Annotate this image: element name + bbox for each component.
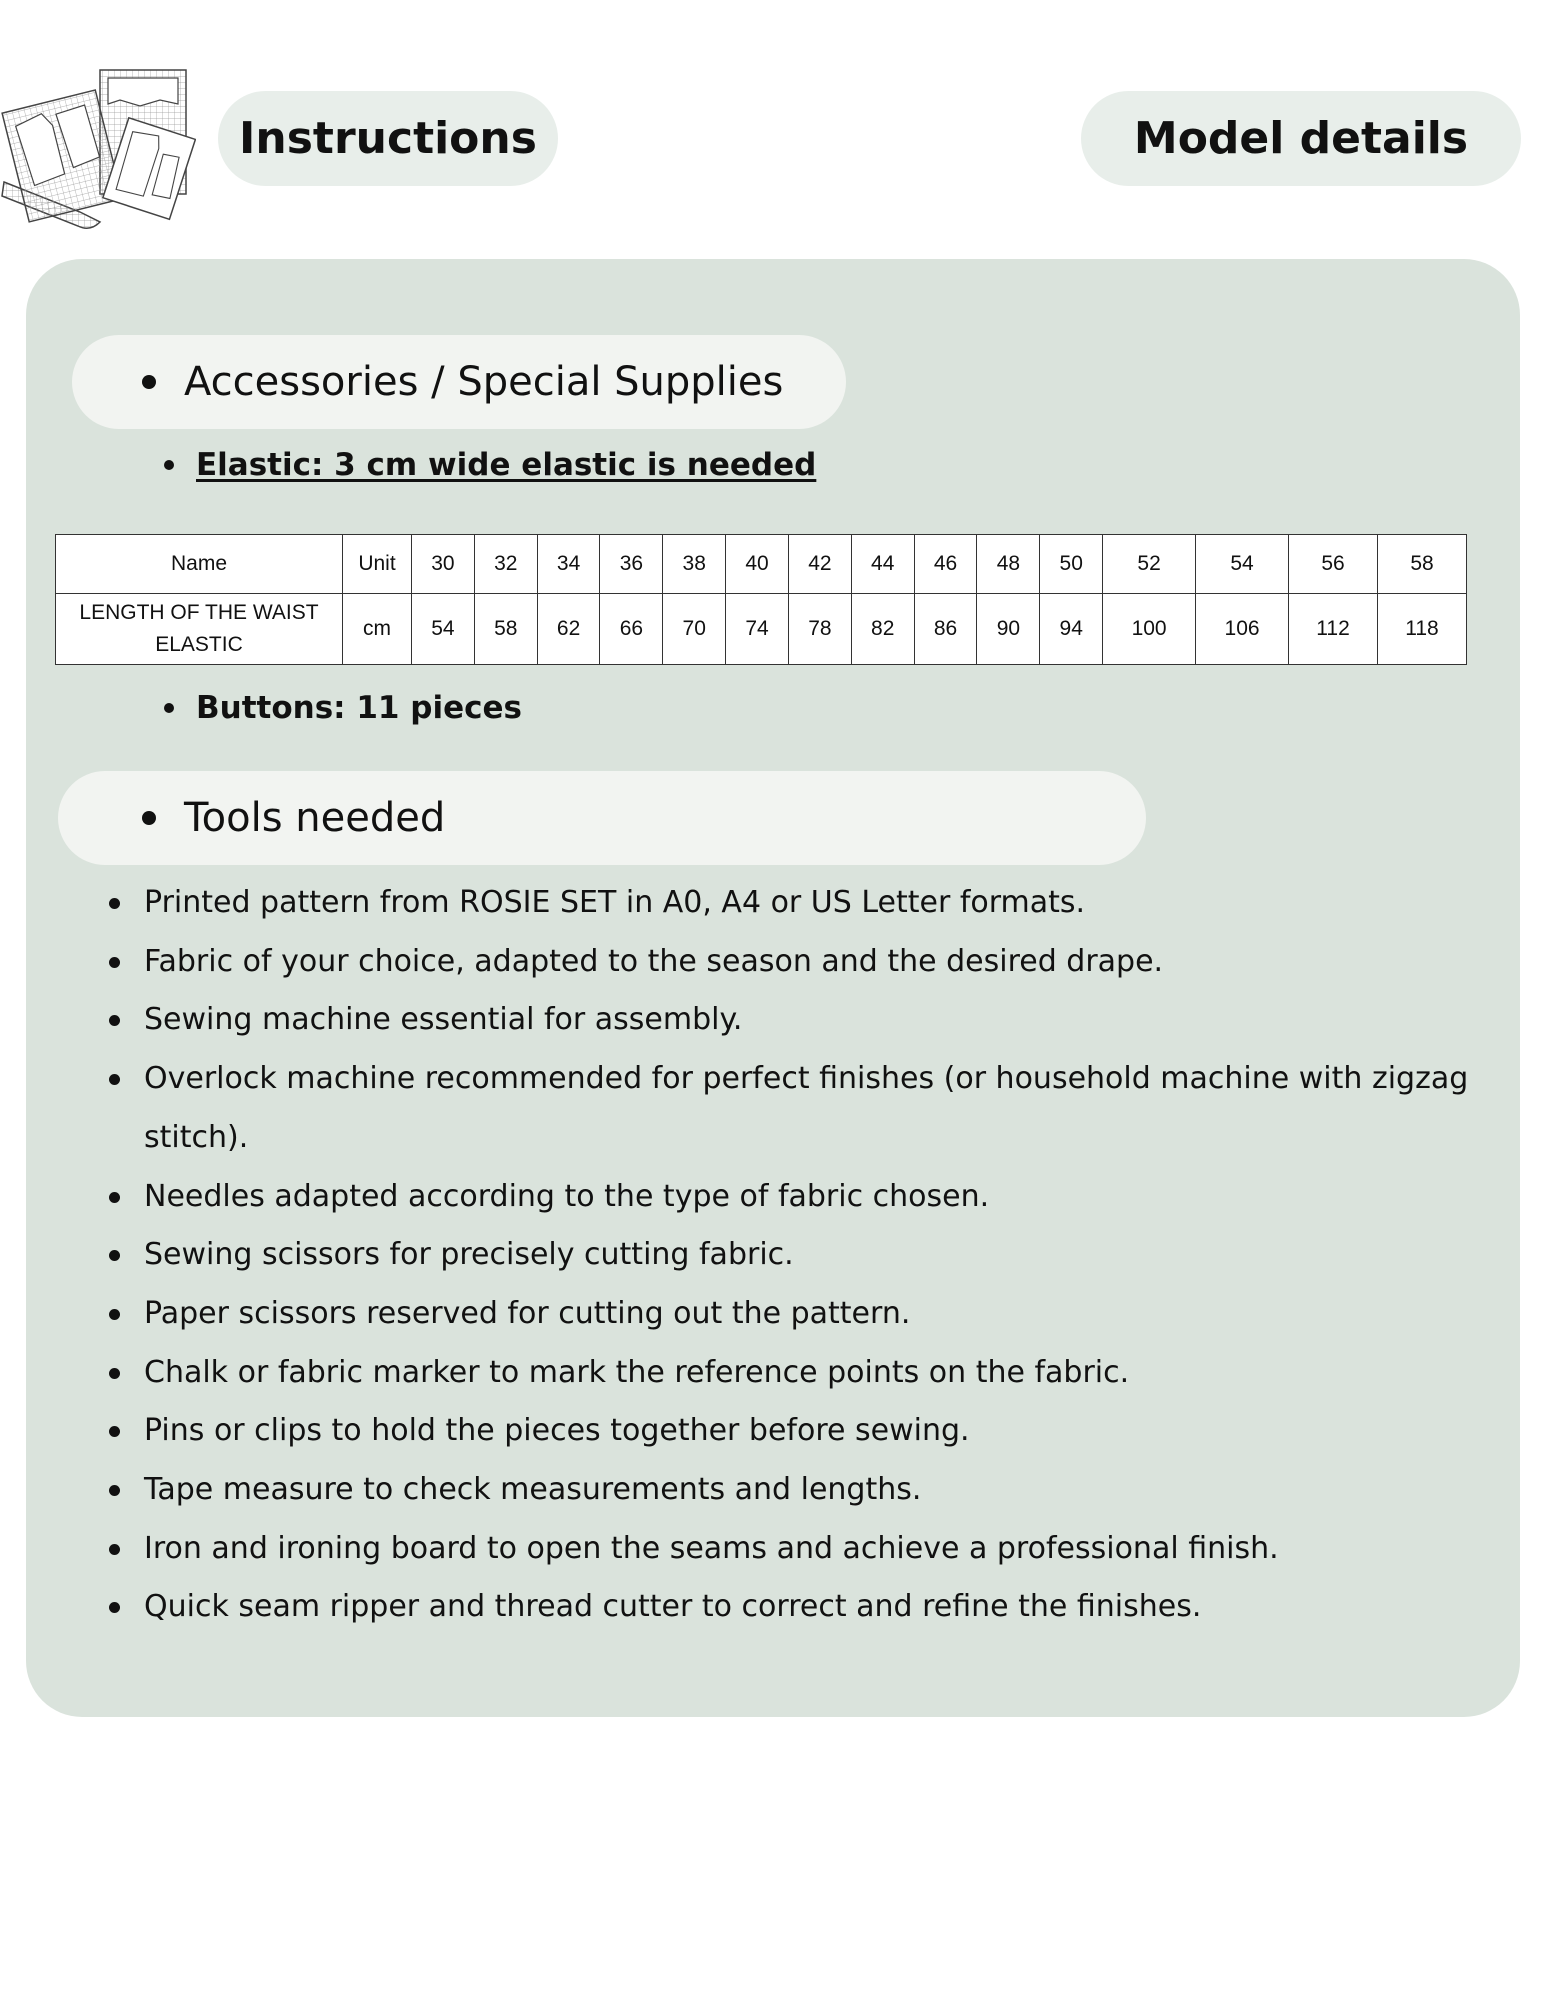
pattern-sheets-logo (0, 64, 196, 232)
unit-header: Unit (343, 535, 412, 594)
table-cell: 100 (1103, 594, 1196, 665)
size-header: 46 (914, 535, 977, 594)
table-cell: 62 (537, 594, 600, 665)
size-header: 30 (412, 535, 475, 594)
list-item: Fabric of your choice, adapted to the season and the desired drape. (102, 933, 1482, 992)
list-item: Needles adapted according to the type of fabric chosen. (102, 1168, 1482, 1227)
table-cell: 82 (851, 594, 914, 665)
table-cell: 58 (474, 594, 537, 665)
model-details-tab[interactable] (1081, 91, 1521, 186)
accessories-section-heading (72, 335, 846, 429)
bullet-icon (142, 811, 156, 825)
instructions-label: Instructions (239, 113, 537, 164)
size-header: 34 (537, 535, 600, 594)
buttons-note (164, 690, 522, 726)
size-header: 32 (474, 535, 537, 594)
size-header: 54 (1196, 535, 1289, 594)
list-item: Pins or clips to hold the pieces together before sewing. (102, 1402, 1482, 1461)
list-item: Overlock machine recommended for perfect finishes (or household machine with zigzag stitch). (102, 1050, 1482, 1167)
table-cell: 66 (600, 594, 663, 665)
bullet-icon (164, 460, 174, 470)
list-item: Quick seam ripper and thread cutter to correct and refine the finishes. (102, 1578, 1482, 1637)
row-unit: cm (343, 594, 412, 665)
model-details-label: Model details (1133, 113, 1469, 164)
table-cell: 74 (726, 594, 789, 665)
list-item: Printed pattern from ROSIE SET in A0, A4 or US Letter formats. (102, 874, 1482, 933)
size-header: 56 (1289, 535, 1378, 594)
content-panel (26, 259, 1520, 1717)
tools-section-heading (58, 771, 1146, 865)
elastic-size-table (55, 534, 1467, 665)
elastic-note (164, 447, 816, 483)
size-header: 36 (600, 535, 663, 594)
size-header: 52 (1103, 535, 1196, 594)
table-cell: 106 (1196, 594, 1289, 665)
bullet-icon (164, 703, 174, 713)
bullet-icon (142, 375, 156, 389)
size-header: 58 (1377, 535, 1466, 594)
size-header: 48 (977, 535, 1040, 594)
table-cell: 86 (914, 594, 977, 665)
table-cell: 112 (1289, 594, 1378, 665)
buttons-note-text: Buttons: 11 pieces (196, 690, 522, 726)
table-cell: 70 (663, 594, 726, 665)
list-item: Chalk or fabric marker to mark the reference points on the fabric. (102, 1344, 1482, 1403)
tools-title: Tools needed (184, 795, 446, 841)
elastic-note-text: Elastic: 3 cm wide elastic is needed (196, 447, 817, 483)
accessories-title: Accessories / Special Supplies (184, 359, 784, 405)
list-item: Tape measure to check measurements and lengths. (102, 1461, 1482, 1520)
list-item: Iron and ironing board to open the seams and achieve a professional finish. (102, 1520, 1482, 1579)
table-row (56, 594, 1467, 665)
size-header: 44 (851, 535, 914, 594)
instructions-tab[interactable] (218, 91, 558, 186)
table-cell: 78 (788, 594, 851, 665)
table-header-row (56, 535, 1467, 594)
size-header: 38 (663, 535, 726, 594)
list-item: Sewing scissors for precisely cutting fabric. (102, 1226, 1482, 1285)
list-item: Sewing machine essential for assembly. (102, 991, 1482, 1050)
table-cell: 90 (977, 594, 1040, 665)
table-cell: 118 (1377, 594, 1466, 665)
table-cell: 94 (1040, 594, 1103, 665)
size-header: 40 (726, 535, 789, 594)
row-name: LENGTH OF THE WAIST ELASTIC (56, 594, 343, 665)
tools-list (102, 874, 1482, 1637)
table-cell: 54 (412, 594, 475, 665)
name-header: Name (56, 535, 343, 594)
size-header: 42 (788, 535, 851, 594)
list-item: Paper scissors reserved for cutting out the pattern. (102, 1285, 1482, 1344)
size-header: 50 (1040, 535, 1103, 594)
